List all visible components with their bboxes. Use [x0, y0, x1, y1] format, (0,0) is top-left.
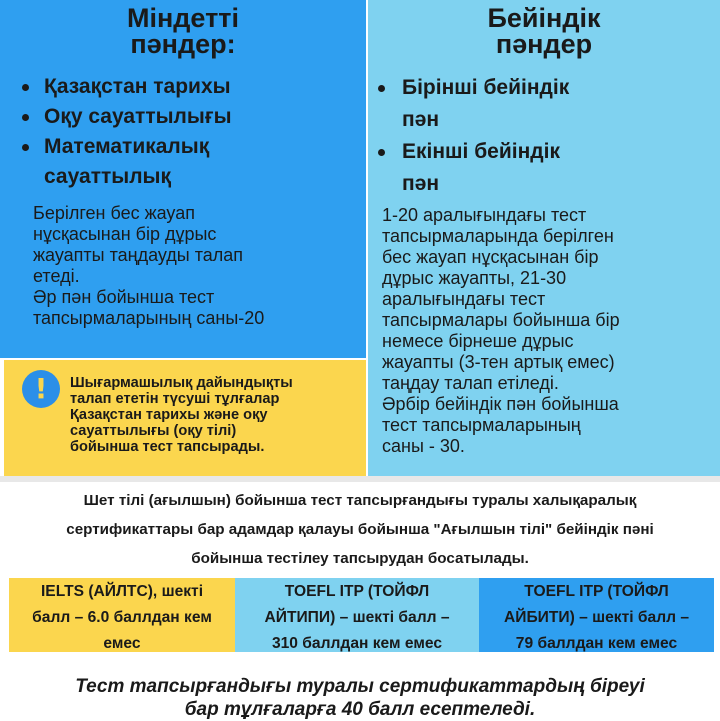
text-line: 1-20 аралығындағы тест — [382, 205, 587, 225]
text-line: емес — [103, 635, 141, 652]
text-line: Қазақстан тарихы және оқу — [70, 407, 268, 423]
certificates-row — [9, 578, 714, 652]
text-line: бойынша тест тапсырады. — [70, 439, 265, 455]
certificate-toefl-itp — [235, 578, 479, 652]
list-item-label: Математикалық — [44, 135, 210, 158]
note-text — [70, 375, 360, 455]
mandatory-description — [33, 203, 343, 329]
bullet-icon — [22, 84, 29, 91]
certificate-ielts — [9, 578, 235, 652]
bullet-icon — [22, 144, 29, 151]
list-item-label: пән — [402, 172, 440, 195]
text-line: Әрбір бейіндік пән бойынша — [382, 394, 619, 414]
list-item-label: сауаттылық — [44, 165, 171, 188]
text-line: Берілген бес жауап — [33, 203, 195, 223]
text-line: нұсқасынан бір дұрыс — [33, 224, 217, 244]
text-line: тапсырмаларының саны-20 — [33, 308, 265, 328]
profile-subjects-panel — [368, 0, 720, 476]
title-line: Бейіндік — [487, 3, 601, 33]
divider — [0, 476, 720, 482]
text-line: 310 баллдан кем емес — [271, 635, 443, 652]
text-line: жауапты таңдауды талап — [33, 245, 244, 265]
text-line: АЙТИПИ) – шекті балл – — [264, 609, 450, 626]
mandatory-subjects-list — [22, 72, 342, 192]
list-item — [378, 136, 708, 200]
text-line: АЙБИТИ) – шекті балл – — [503, 609, 690, 626]
text-line: 79 баллдан кем емес — [515, 635, 678, 652]
title-line: пәндер — [495, 29, 593, 59]
list-item — [22, 132, 342, 192]
title-line: пәндер: — [130, 29, 236, 59]
list-item-label: пән — [402, 108, 440, 131]
bullet-icon — [378, 85, 385, 92]
text-line: балл – 6.0 баллдан кем — [32, 609, 212, 626]
text-line: бар тұлғаларға 40 балл есептеледі. — [184, 699, 536, 720]
profile-description — [382, 205, 712, 457]
text-line: аралығындағы тест — [382, 289, 546, 309]
profile-subjects-list — [378, 72, 708, 200]
text-line: етеді. — [33, 266, 80, 286]
text-line: тапсырмалары бойынша бір — [382, 310, 620, 330]
text-line: талап ететін түсуші тұлғалар — [70, 391, 280, 407]
bullet-icon — [22, 114, 29, 121]
profile-subjects-title — [368, 0, 720, 57]
text-line: сауаттылығы (оқу тілі) — [70, 423, 237, 439]
text-line: Әр пән бойынша тест — [33, 287, 215, 307]
text-line: TOEFL ITP (ТОЙФЛ — [524, 583, 669, 600]
text-line: IELTS (АЙЛТС), шекті — [40, 583, 204, 600]
certificate-exemption-text — [18, 486, 702, 573]
text-line: жауапты (3-тен артық емес) — [382, 352, 615, 372]
text-line: тест тапсырмаларының — [382, 415, 581, 435]
title-line: Міндетті — [126, 3, 240, 33]
text-line: немесе бірнеше дұрыс — [382, 331, 574, 351]
text-line: Шет тілі (ағылшын) бойынша тест тапсырғандығы туралы халықаралық — [83, 492, 637, 509]
footer-note — [10, 675, 710, 721]
text-line: таңдау талап етіледі. — [382, 373, 559, 393]
text-line: TOEFL ITP (ТОЙФЛ — [284, 583, 430, 600]
text-line: бойынша тестілеу тапсырудан босатылады. — [191, 550, 529, 567]
list-item-label: Қазақстан тарихы — [44, 75, 231, 98]
bullet-icon — [378, 149, 385, 156]
list-item-label: Оқу сауаттылығы — [44, 105, 232, 128]
text-line: сертификаттары бар адамдар қалауы бойынша "Ағылшын тілі" бейіндік пәні — [66, 521, 654, 538]
creative-exam-note — [4, 360, 366, 476]
text-line: Тест тапсырғандығы туралы сертификаттардың біреуі — [75, 676, 645, 697]
text-line: саны - 30. — [382, 436, 465, 456]
certificate-toefl-ibt — [479, 578, 714, 652]
text-line: тапсырмаларында берілген — [382, 226, 614, 246]
text-line: Шығармашылық дайындықты — [70, 375, 293, 391]
text-line: дұрыс жауапты, 21-30 — [382, 268, 567, 288]
list-item-label: Бірінші бейіндік — [402, 76, 570, 99]
mandatory-subjects-title — [0, 0, 366, 57]
exclamation-icon: ! — [22, 370, 60, 408]
mandatory-subjects-panel — [0, 0, 366, 358]
text-line: бес жауап нұсқасынан бір — [382, 247, 599, 267]
list-item — [378, 72, 708, 136]
list-item — [22, 102, 342, 132]
list-item — [22, 72, 342, 102]
list-item-label: Екінші бейіндік — [402, 140, 560, 163]
